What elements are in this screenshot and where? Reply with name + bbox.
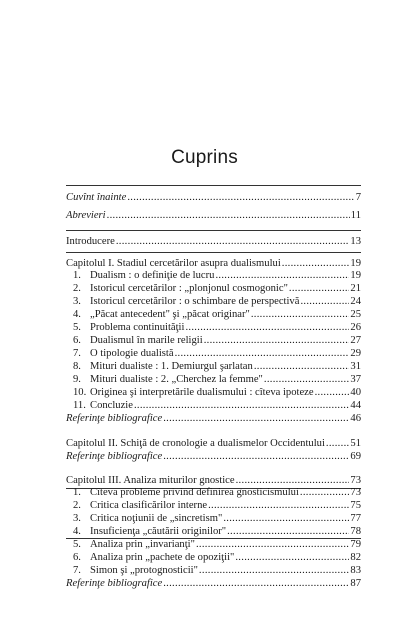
toc-entry-title: Simon şi „protognosticii" (90, 565, 198, 576)
divider (66, 185, 361, 186)
toc-entry (66, 192, 361, 204)
toc-leader-dots (227, 526, 349, 538)
toc-entry (73, 539, 361, 551)
toc-leader-dots (163, 578, 349, 590)
toc-entry (73, 400, 361, 412)
toc-entry-title: Concluzie (90, 400, 133, 411)
toc-leader-dots (163, 413, 349, 425)
toc-entry-page: 37 (350, 374, 361, 385)
toc-entry-number: 6. (73, 335, 81, 346)
toc-entry-number: 9. (73, 374, 81, 385)
toc-leader-dots (107, 210, 350, 222)
toc-entry-title: Capitolul I. Stadiul cercetărilor asupra dualismului (66, 258, 281, 269)
toc-leader-dots (116, 236, 350, 248)
toc-entry (66, 451, 361, 463)
toc-entry-title: Analiza prin „pachete de opoziţii" (90, 552, 235, 563)
toc-entry-number: 10. (73, 387, 87, 398)
toc-entry (73, 487, 361, 499)
toc-entry (73, 565, 361, 577)
toc-entry-title: Capitolul III. Analiza miturilor gnostice (66, 475, 235, 486)
toc-entry-number: 8. (73, 361, 81, 372)
toc-entry-page: 19 (350, 258, 361, 269)
toc-leader-dots (251, 309, 350, 321)
toc-entry-title: Dualismul în marile religii (90, 335, 203, 346)
toc-entry-page: 75 (350, 500, 361, 511)
toc-entry (66, 210, 361, 222)
toc-entry (73, 283, 361, 295)
toc-entry (66, 258, 361, 270)
toc-entry-number: 4. (73, 526, 81, 537)
toc-leader-dots (196, 539, 349, 551)
toc-entry-page: 26 (350, 322, 361, 333)
toc-entry (66, 578, 361, 590)
toc-entry-title: Analiza prin „invarianţi" (90, 539, 195, 550)
toc-leader-dots (300, 487, 350, 499)
toc-leader-dots (134, 400, 349, 412)
toc-entry-number: 1. (73, 487, 81, 498)
toc-entry-page: 51 (350, 438, 361, 449)
toc-leader-dots (235, 552, 349, 564)
toc-leader-dots (236, 475, 350, 487)
divider (66, 230, 361, 231)
toc-entry (73, 513, 361, 525)
toc-entry-page: 44 (350, 400, 361, 411)
page-title: Cuprins (171, 147, 238, 168)
toc-entry-title: Capitolul II. Schiţă de cronologie a dualismelor Occidentului (66, 438, 325, 449)
toc-entry (73, 552, 361, 564)
toc-leader-dots (199, 565, 349, 577)
toc-entry-title: Mituri dualiste : 2. „Cherchez la femme" (90, 374, 263, 385)
toc-entry-page: 87 (350, 578, 361, 589)
toc-entry-page: 78 (350, 526, 361, 537)
toc-entry-title: O tipologie dualistă (90, 348, 174, 359)
toc-entry-page: 73 (350, 487, 361, 498)
toc-leader-dots (315, 387, 350, 399)
toc-entry-number: 5. (73, 322, 81, 333)
toc-entry (73, 374, 361, 386)
toc-entry-title: Critica noţiunii de „sincretism" (90, 513, 223, 524)
toc-leader-dots (254, 361, 350, 373)
toc-entry-title: Problema continuităţii (90, 322, 185, 333)
toc-entry-number: 3. (73, 513, 81, 524)
toc-entry-title: Cîteva probleme privind definirea gnosticismului (90, 487, 299, 498)
toc-entry-page: 7 (355, 192, 361, 203)
toc-entry-number: 2. (73, 283, 81, 294)
toc-entry-number: 2. (73, 500, 81, 511)
toc-entry-number: 5. (73, 539, 81, 550)
toc-entry-title: Cuvînt înainte (66, 192, 127, 203)
toc-entry-title: „Păcat antecedent" şi „păcat originar" (90, 309, 250, 320)
toc-entry-title: Insuficienţa „căutării originilor" (90, 526, 227, 537)
toc-entry-title: Critica clasificărilor interne (90, 500, 208, 511)
toc-entry (66, 236, 361, 248)
toc-entry-number: 4. (73, 309, 81, 320)
toc-leader-dots (264, 374, 350, 386)
toc-leader-dots (127, 192, 354, 204)
toc-entry-number: 7. (73, 565, 81, 576)
toc-entry-title: Istoricul cercetărilor : o schimbare de perspectivă (90, 296, 300, 307)
toc-entry-title: Introducere (66, 236, 115, 247)
toc-leader-dots (223, 513, 349, 525)
toc-leader-dots (163, 451, 349, 463)
toc-leader-dots (175, 348, 350, 360)
toc-entry (73, 270, 361, 282)
toc-entry-title: Referinţe bibliografice (66, 578, 163, 589)
toc-entry-title: Istoricul cercetărilor : „plonjonul cosmogonic" (90, 283, 288, 294)
toc-entry-page: 27 (350, 335, 361, 346)
toc-entry-page: 79 (350, 539, 361, 550)
toc-entry-page: 83 (350, 565, 361, 576)
toc-entry-number: 1. (73, 270, 81, 281)
toc-entry (66, 438, 361, 450)
toc-entry-page: 40 (350, 387, 361, 398)
toc-leader-dots (204, 335, 350, 347)
toc-entry-page: 25 (350, 309, 361, 320)
toc-entry-number: 11. (73, 400, 86, 411)
toc-leader-dots (289, 283, 350, 295)
toc-entry (73, 322, 361, 334)
toc-entry-title: Originea şi interpretările dualismului : cîteva ipoteze (90, 387, 314, 398)
toc-entry-page: 24 (350, 296, 361, 307)
toc-entry (73, 387, 361, 399)
toc-entry-page: 82 (350, 552, 361, 563)
toc-entry-page: 13 (350, 236, 361, 247)
toc-entry-page: 11 (350, 210, 361, 221)
toc-entry-page: 46 (350, 413, 361, 424)
toc-entry-title: Mituri dualiste : 1. Demiurgul şarlatan (90, 361, 253, 372)
toc-entry-title: Dualism : o definiţie de lucru (90, 270, 215, 281)
toc-entry-number: 7. (73, 348, 81, 359)
toc-entry-page: 29 (350, 348, 361, 359)
toc-leader-dots (300, 296, 349, 308)
toc-entry (73, 309, 361, 321)
toc-leader-dots (215, 270, 349, 282)
toc-entry-page: 31 (350, 361, 361, 372)
divider (66, 252, 361, 253)
toc-entry-number: 3. (73, 296, 81, 307)
toc-entry (73, 361, 361, 373)
toc-leader-dots (282, 258, 350, 270)
toc-entry (73, 500, 361, 512)
toc-leader-dots (208, 500, 349, 512)
toc-entry-page: 73 (350, 475, 361, 486)
toc-entry (66, 475, 361, 487)
toc-entry (73, 296, 361, 308)
toc-entry-page: 21 (350, 283, 361, 294)
toc-entry (66, 413, 361, 425)
toc-leader-dots (185, 322, 349, 334)
toc-entry-title: Abrevieri (66, 210, 106, 221)
toc-entry-title: Referinţe bibliografice (66, 413, 163, 424)
toc-entry (73, 526, 361, 538)
toc-entry-page: 77 (350, 513, 361, 524)
toc-entry-page: 69 (350, 451, 361, 462)
toc-entry (73, 348, 361, 360)
toc-entry (73, 335, 361, 347)
toc-entry-title: Referinţe bibliografice (66, 451, 163, 462)
toc-leader-dots (326, 438, 350, 450)
toc-entry-page: 19 (350, 270, 361, 281)
toc-entry-number: 6. (73, 552, 81, 563)
